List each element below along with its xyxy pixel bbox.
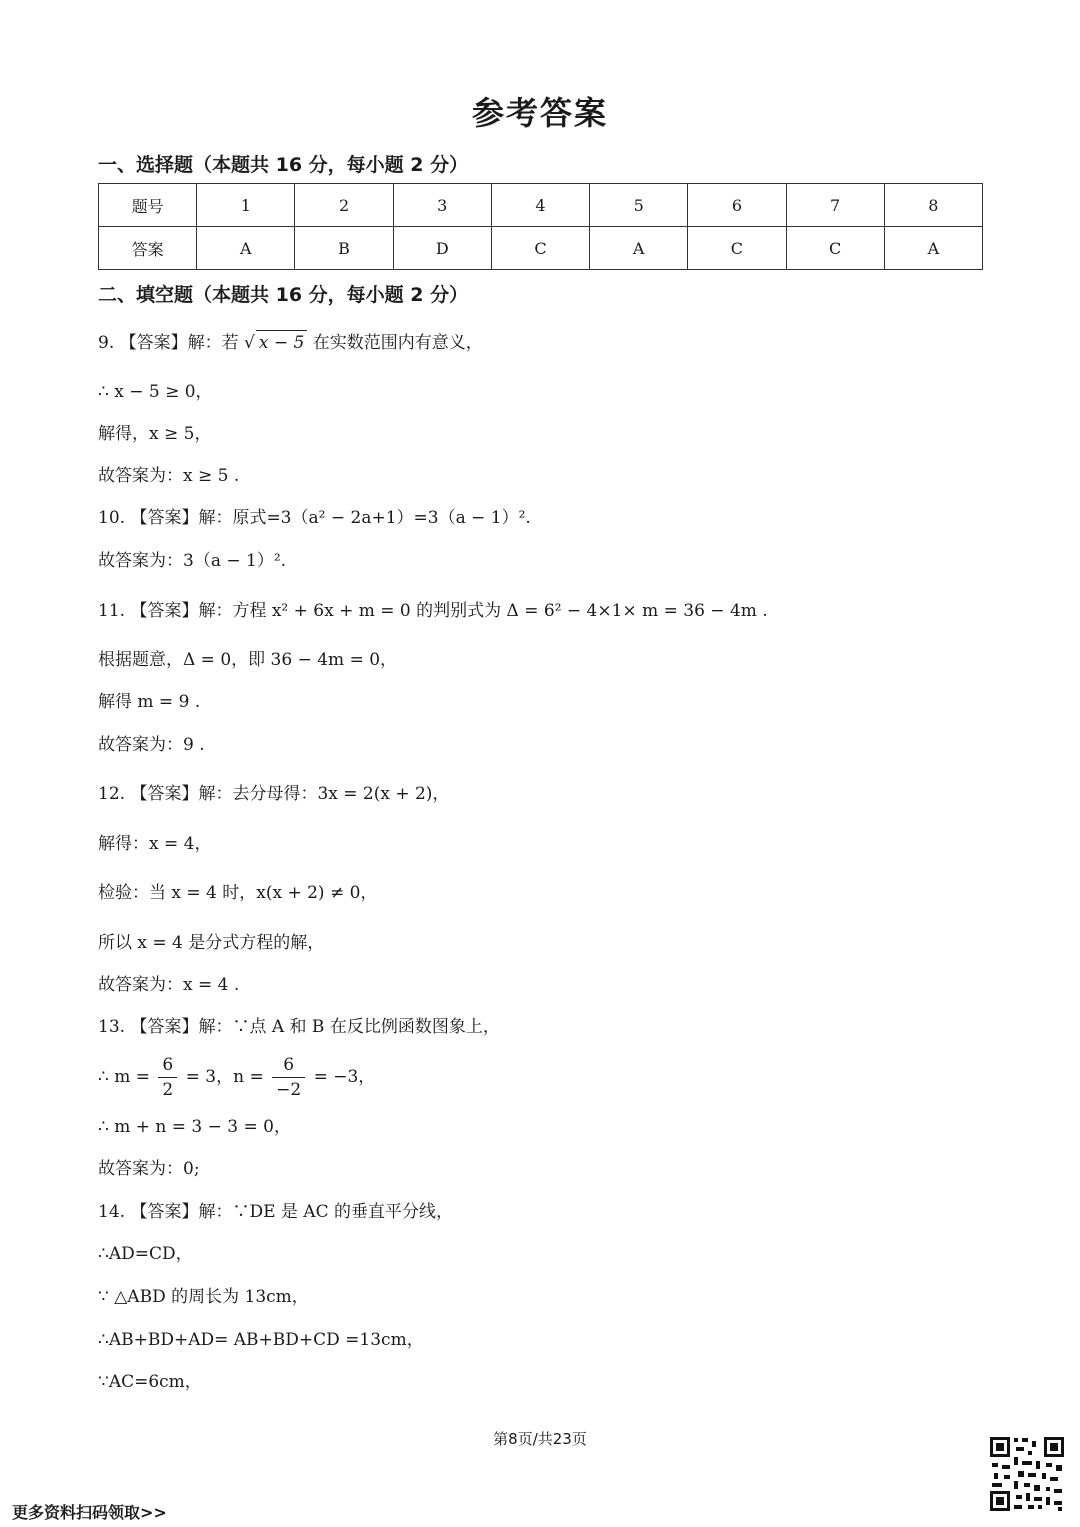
table-cell: 6 xyxy=(688,184,786,227)
answer-line: ∵AC=6cm， xyxy=(98,1372,202,1392)
fraction-numerator: 6 xyxy=(158,1053,177,1078)
answer-text: = −3， xyxy=(313,1067,376,1087)
answer-line: ∴ m + n = 3 − 3 = 0， xyxy=(98,1117,291,1137)
fraction xyxy=(158,1053,177,1102)
table-cell: D xyxy=(393,227,491,270)
answer-line: 11. 【答案】解：方程 x² + 6x + m = 0 的判别式为 Δ = 6² − 4×1× m = 36 − 4m . xyxy=(98,601,768,621)
answer-line: ∴AD=CD， xyxy=(98,1244,193,1264)
table-cell: C xyxy=(491,227,589,270)
table-cell: 5 xyxy=(590,184,688,227)
table-row-questions xyxy=(99,184,983,227)
table-cell: C xyxy=(786,227,884,270)
answer-text: ∴ m = xyxy=(98,1067,150,1087)
answer-line: 解得 m = 9 . xyxy=(98,692,201,712)
table-cell: 3 xyxy=(393,184,491,227)
table-cell: 答案 xyxy=(99,227,197,270)
answer-line-fractions xyxy=(98,1052,375,1102)
answer-line: 故答案为：x = 4 . xyxy=(98,975,240,995)
fraction-denominator: 2 xyxy=(162,1080,174,1100)
answer-text: 在实数范围内有意义， xyxy=(312,333,483,353)
table-cell: A xyxy=(590,227,688,270)
answer-line xyxy=(98,330,483,355)
sqrt-sign: √ xyxy=(244,333,255,353)
table-cell: 4 xyxy=(491,184,589,227)
page-number: 第8页/共23页 xyxy=(493,1430,587,1448)
answer-line: ∴AB+BD+AD= AB+BD+CD =13cm， xyxy=(98,1330,424,1350)
answer-line: 解得，x ≥ 5， xyxy=(98,424,212,444)
table-cell: 8 xyxy=(884,184,982,227)
answer-text: = 3，n = xyxy=(185,1067,264,1087)
table-cell: 题号 xyxy=(99,184,197,227)
table-cell: B xyxy=(295,227,393,270)
answer-line: 解得：x = 4， xyxy=(98,834,212,854)
promo-link[interactable]: 更多资料扫码领取>> xyxy=(12,1503,167,1522)
table-cell: 1 xyxy=(197,184,295,227)
answer-text: 9. 【答案】解：若 xyxy=(98,333,239,353)
sqrt-radicand: x − 5 xyxy=(256,330,307,355)
answer-line: 故答案为：0; xyxy=(98,1159,200,1179)
qr-code-icon[interactable] xyxy=(988,1435,1066,1513)
fraction-denominator: −2 xyxy=(276,1080,302,1100)
answer-line: 根据题意，Δ = 0，即 36 − 4m = 0， xyxy=(98,650,398,670)
table-cell: 7 xyxy=(786,184,884,227)
table-cell: C xyxy=(688,227,786,270)
answer-line: 14. 【答案】解：∵DE 是 AC 的垂直平分线， xyxy=(98,1202,453,1222)
section-heading-fill: 二、填空题（本题共 16 分，每小题 2 分） xyxy=(98,284,469,306)
answer-line: ∵ △ABD 的周长为 13cm， xyxy=(98,1287,309,1307)
table-cell: A xyxy=(197,227,295,270)
answer-line: 检验：当 x = 4 时，x(x + 2) ≠ 0， xyxy=(98,883,378,903)
answer-line: 12. 【答案】解：去分母得：3x = 2(x + 2)， xyxy=(98,784,450,804)
answer-line: ∴ x − 5 ≥ 0， xyxy=(98,382,213,402)
answer-line: 所以 x = 4 是分式方程的解， xyxy=(98,933,325,953)
answer-line: 故答案为：x ≥ 5 . xyxy=(98,466,240,486)
fraction-numerator: 6 xyxy=(272,1053,305,1078)
answer-line: 故答案为：9 . xyxy=(98,735,205,755)
answer-line: 13. 【答案】解：∵点 A 和 B 在反比例函数图象上， xyxy=(98,1017,500,1037)
answer-line: 故答案为：3（a − 1）². xyxy=(98,551,287,571)
answer-table xyxy=(98,183,983,270)
fraction xyxy=(272,1053,305,1102)
table-cell: A xyxy=(884,227,982,270)
table-row-answers xyxy=(99,227,983,270)
answer-line: 10. 【答案】解：原式=3（a² − 2a+1）=3（a − 1）². xyxy=(98,508,531,528)
table-cell: 2 xyxy=(295,184,393,227)
section-heading-choice: 一、选择题（本题共 16 分，每小题 2 分） xyxy=(98,154,469,176)
page-title: 参考答案 xyxy=(471,94,608,132)
